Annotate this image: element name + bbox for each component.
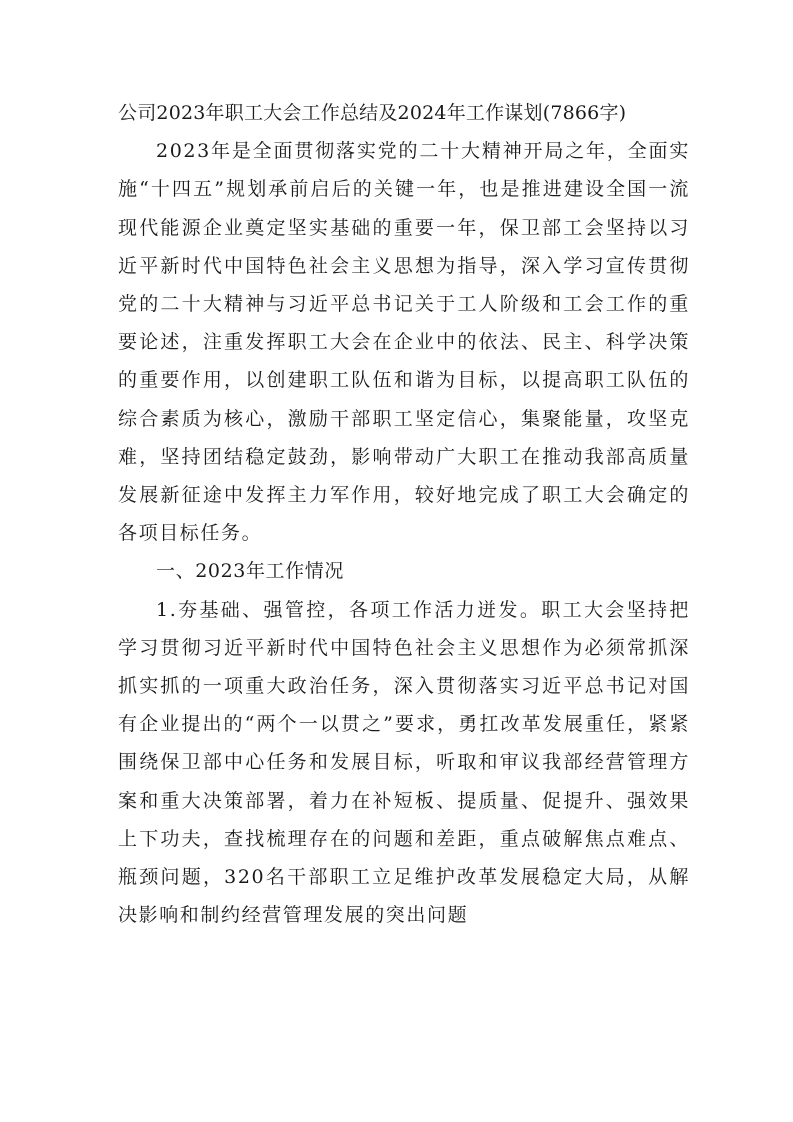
section-paragraph: 1.夯基础、强管控，各项工作活力迸发。职工大会坚持把学习贯彻习近平新时代中国特色社会主义思想作为必须常抓深抓实抓的一项重大政治任务，深入贯彻落实习近平总书记对国有企业提出的“两个一以贯之”要求，勇扛改革发展重任，紧紧围绕保卫部中心任务和发展目标，听取和审议我部经营管理方案和重大决策部署，着力在补短板、提质量、促提升、强效果上下功夫，查找梳理存在的问题和差距，重点破解焦点难点、瓶颈问题，320名干部职工立足维护改革发展稳定大局，从解决影响和制约经营管理发展的突出问题 <box>118 598 690 927</box>
document-body <box>118 94 690 934</box>
intro-paragraph: 2023年是全面贯彻落实党的二十大精神开局之年，全面实施“十四五”规划承前启后的关键一年，也是推进建设全国一流现代能源企业奠定坚实基础的重要一年，保卫部工会坚持以习近平新时代中国特色社会主义思想为指导，深入学习宣传贯彻党的二十大精神与习近平总书记关于工人阶级和工会工作的重要论述，注重发挥职工大会在企业中的依法、民主、科学决策的重要作用，以创建职工队伍和谐为目标，以提高职工队伍的综合素质为核心，激励干部职工坚定信心，集聚能量，攻坚克难，坚持团结稳定鼓劲，影响带动广大职工在推动我部高质量发展新征途中发挥主力军作用，较好地完成了职工大会确定的各项目标任务。 <box>118 140 690 545</box>
section-heading: 一、2023年工作情况 <box>156 560 344 583</box>
document-title: 公司2023年职工大会工作总结及2024年工作谋划(7866字) <box>118 102 627 124</box>
